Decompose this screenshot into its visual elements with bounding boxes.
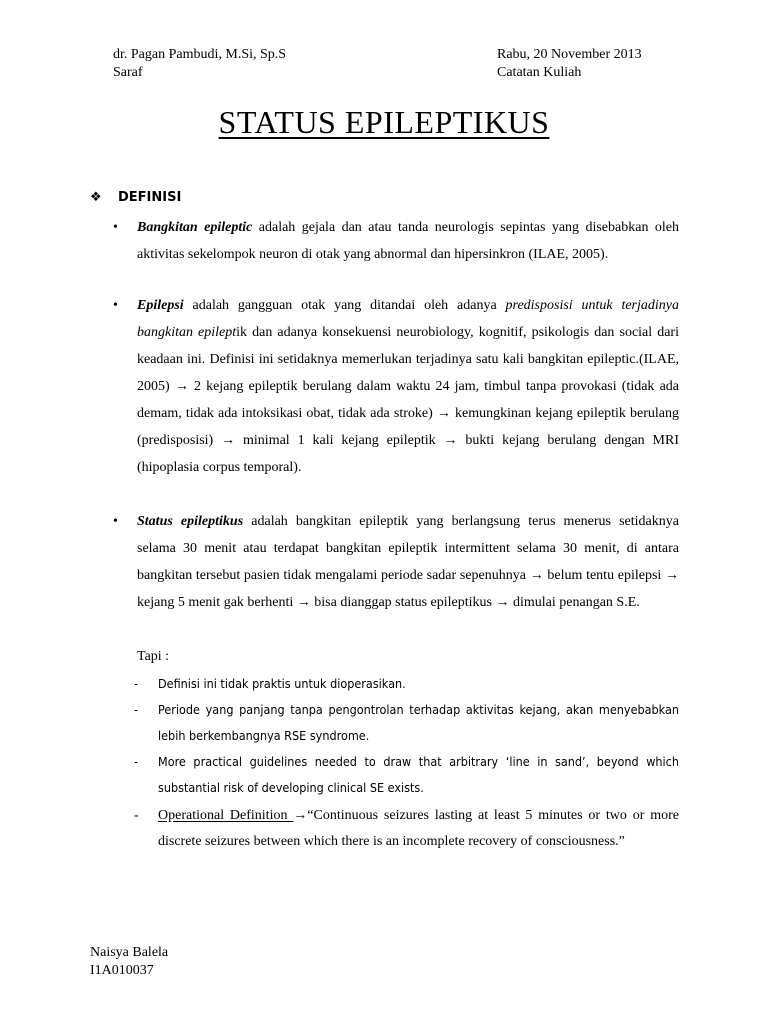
section-heading bbox=[90, 189, 181, 207]
definition-term: Epilepsi bbox=[137, 298, 184, 313]
operational-definition-text: “Continuous seizures lasting at least 5 minutes or two or more discrete seizures between which there is an incomplete recovery of consciousness.” bbox=[158, 808, 679, 849]
sub-list-item bbox=[134, 671, 679, 697]
sub-item-text: Periode yang panjang tanpa pengontrolan terhadap aktivitas kejang, akan menyebabkan lebih berkembangnya RSE syndrome. bbox=[158, 702, 679, 743]
sub-item-text: Definisi ini tidak praktis untuk dioperasikan. bbox=[158, 676, 406, 691]
definition-text: adalah bangkitan epileptik yang berlangsung terus menerus setidaknya selama 30 menit atau terdapat bangkitan epileptik intermittent selama 30 menit, di antara bangkitan tersebut pasien tidak mengalami periode sadar sepenuhnya bbox=[137, 514, 679, 583]
definition-term: Bangkitan epileptic bbox=[137, 220, 253, 235]
bullet-icon: • bbox=[113, 298, 118, 313]
note-type: Catatan Kuliah bbox=[497, 65, 582, 80]
definition-text: bisa dianggap status epileptikus bbox=[310, 595, 496, 610]
bullet-icon: • bbox=[113, 220, 118, 235]
header-left bbox=[113, 46, 286, 82]
student-id: I1A010037 bbox=[90, 963, 154, 978]
bullet-icon: • bbox=[113, 514, 118, 529]
arrow-icon: → bbox=[495, 595, 510, 610]
department: Saraf bbox=[113, 65, 143, 80]
arrow-icon: → bbox=[174, 379, 189, 394]
arrow-icon: → bbox=[293, 808, 308, 823]
arrow-icon: → bbox=[221, 433, 236, 448]
definition-text: kejang 5 menit gak berhenti bbox=[137, 595, 297, 610]
dash-marker: - bbox=[134, 808, 139, 823]
author-name: dr. Pagan Pambudi, M.Si, Sp.S bbox=[113, 47, 287, 62]
definition-text: kemungkinan kejang epileptik berulang (predisposisi) bbox=[137, 406, 679, 448]
operational-definition-label: Operational Definition bbox=[158, 808, 294, 823]
lecture-date: Rabu, 20 November 2013 bbox=[497, 47, 642, 62]
definition-text: adalah gejala dan atau tanda neurologis sepintas yang disebabkan oleh aktivitas sekelompok neuron di otak yang abnormal dan hipersinkron (ILAE, 2005). bbox=[137, 220, 679, 262]
definition-text: adalah gangguan otak yang ditandai oleh adanya bbox=[183, 298, 506, 313]
definition-text: minimal 1 kali kejang epileptik bbox=[235, 433, 444, 448]
definition-body bbox=[137, 292, 679, 481]
sub-item-text bbox=[158, 803, 679, 855]
arrow-icon: → bbox=[296, 595, 311, 610]
definition-term: Status epileptikus bbox=[137, 514, 244, 529]
definition-item bbox=[113, 214, 679, 268]
student-name: Naisya Balela bbox=[90, 945, 169, 960]
sub-list-item bbox=[134, 803, 679, 855]
footer bbox=[90, 944, 168, 980]
sub-list-item bbox=[134, 749, 679, 801]
arrow-icon: → bbox=[529, 568, 544, 583]
diamond-bullet-icon: ❖ bbox=[90, 190, 102, 205]
dash-marker: - bbox=[134, 754, 139, 769]
dash-marker: - bbox=[134, 702, 139, 717]
definition-italic-text: predisposisi untuk terjadinya bangkitan epilept bbox=[137, 298, 679, 340]
sub-item-text: More practical guidelines needed to draw that arbitrary ‘line in sand’, beyond which substantial risk of developing clinical SE exists. bbox=[158, 754, 679, 795]
arrow-icon: → bbox=[665, 568, 680, 583]
definition-item bbox=[113, 508, 679, 616]
tapi-label: Tapi : bbox=[137, 649, 170, 664]
definition-text: bukti kejang berulang dengan MRI (hipoplasia corpus temporal). bbox=[137, 433, 679, 475]
definition-item bbox=[113, 292, 679, 481]
definition-text: ik dan adanya konsekuensi neurobiology, kognitif, psikologis dan social dari keadaan ini. Definisi ini setidaknya memerlukan terjadinya satu kali bangkitan epileptic.(ILAE, 2005) bbox=[137, 325, 679, 394]
section-label: DEFINISI bbox=[118, 190, 182, 205]
arrow-icon: → bbox=[436, 406, 451, 421]
document-title: STATUS EPILEPTIKUS bbox=[218, 104, 550, 140]
header-right bbox=[497, 46, 642, 82]
dash-marker: - bbox=[134, 676, 139, 691]
sub-list-item bbox=[134, 697, 679, 749]
definition-text: belum tentu epilepsi bbox=[543, 568, 666, 583]
definition-body bbox=[137, 508, 679, 616]
definition-body bbox=[137, 214, 679, 268]
definition-text: 2 kejang epileptik berulang dalam waktu 24 jam, timbul tanpa provokasi (tidak ada demam, tidak ada intoksikasi obat, tidak ada stroke) bbox=[137, 379, 679, 421]
definition-text: dimulai penangan S.E. bbox=[509, 595, 640, 610]
arrow-icon: → bbox=[443, 433, 458, 448]
